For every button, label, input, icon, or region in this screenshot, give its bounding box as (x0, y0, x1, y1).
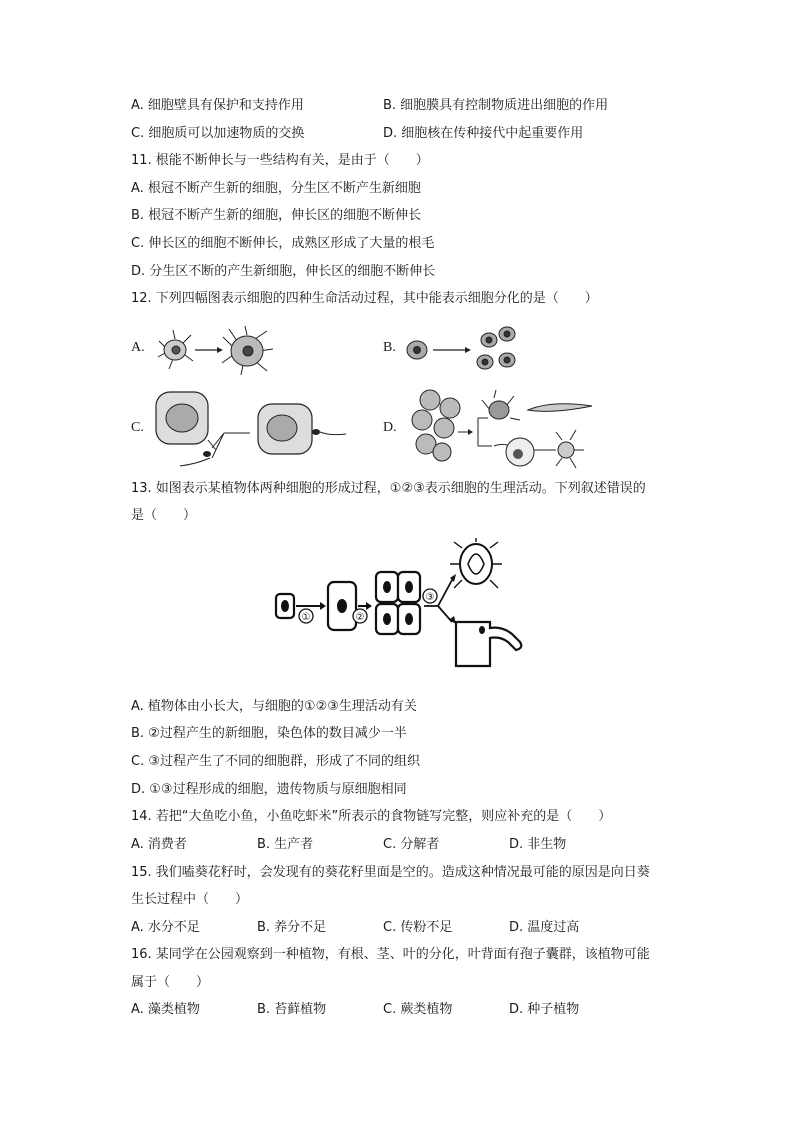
q14-option-b: B. 生产者 (257, 837, 314, 852)
q15-stem-line1: 15. 我们嗑葵花籽时，会发现有的葵花籽里面是空的。造成这种情况最可能的原因是向日葵 (131, 865, 650, 880)
q13-stem-line2: 是（ ） (131, 508, 197, 523)
q12-stem: 12. 下列四幅图表示细胞的四种生命活动过程，其中能表示细胞分化的是（ ） (131, 291, 598, 306)
q13-marker-1: ① (301, 612, 311, 623)
q13-option-a: A. 植物体由小长大，与细胞的①②③生理活动有关 (131, 699, 417, 714)
q15-stem-line2: 生长过程中（ ） (131, 892, 249, 907)
q11-stem: 11. 根能不断伸长与一些结构有关，是由于（ ） (131, 153, 429, 168)
q10-option-d: D. 细胞核在传种接代中起重要作用 (383, 126, 584, 141)
q16-option-a: A. 藻类植物 (131, 1002, 200, 1017)
q12-label-d: D. (383, 420, 397, 435)
q14-option-a: A. 消费者 (131, 837, 187, 852)
q13-marker-2: ② (355, 612, 365, 623)
q12-figure-a (155, 325, 275, 375)
q10-option-b: B. 细胞膜具有控制物质进出细胞的作用 (383, 98, 609, 113)
q13-option-c: C. ③过程产生了不同的细胞群，形成了不同的组织 (131, 754, 420, 769)
q15-option-a: A. 水分不足 (131, 920, 200, 935)
q11-option-a: A. 根冠不断产生新的细胞，分生区不断产生新细胞 (131, 181, 421, 196)
q13-stem-line1: 13. 如图表示某植物体两种细胞的形成过程，①②③表示细胞的生理活动。下列叙述错误的 (131, 481, 646, 496)
q12-figure-c (150, 388, 350, 468)
q15-option-b: B. 养分不足 (257, 920, 327, 935)
q11-option-b: B. 根冠不断产生新的细胞，伸长区的细胞不断伸长 (131, 208, 422, 223)
q13-marker-3: ③ (425, 592, 435, 603)
q12-label-a: A. (131, 340, 145, 355)
q16-option-c: C. 蕨类植物 (383, 1002, 453, 1017)
q10-option-c: C. 细胞质可以加速物质的交换 (131, 126, 305, 141)
q12-figure-b (405, 322, 520, 374)
q13-option-b: B. ②过程产生的新细胞，染色体的数目减少一半 (131, 726, 407, 741)
q12-figure-d (402, 388, 602, 470)
q13-cell-formation-diagram (268, 538, 528, 673)
q10-option-a: A. 细胞壁具有保护和支持作用 (131, 98, 304, 113)
q15-option-d: D. 温度过高 (509, 920, 580, 935)
q11-option-d: D. 分生区不断的产生新细胞，伸长区的细胞不断伸长 (131, 264, 436, 279)
q15-option-c: C. 传粉不足 (383, 920, 453, 935)
q11-option-c: C. 伸长区的细胞不断伸长，成熟区形成了大量的根毛 (131, 236, 435, 251)
q14-stem: 14. 若把“大鱼吃小鱼，小鱼吃虾米”所表示的食物链写完整，则应补充的是（ ） (131, 809, 612, 824)
q16-option-d: D. 种子植物 (509, 1002, 580, 1017)
q16-stem-line1: 16. 某同学在公园观察到一种植物，有根、茎、叶的分化，叶背面有孢子囊群，该植物可能 (131, 947, 650, 962)
q12-label-b: B. (383, 340, 396, 355)
q16-option-b: B. 苔藓植物 (257, 1002, 327, 1017)
q13-option-d: D. ①③过程形成的细胞，遗传物质与原细胞相同 (131, 782, 407, 797)
q16-stem-line2: 属于（ ） (131, 975, 210, 990)
q14-option-c: C. 分解者 (383, 837, 440, 852)
q12-label-c: C. (131, 420, 144, 435)
q14-option-d: D. 非生物 (509, 837, 567, 852)
